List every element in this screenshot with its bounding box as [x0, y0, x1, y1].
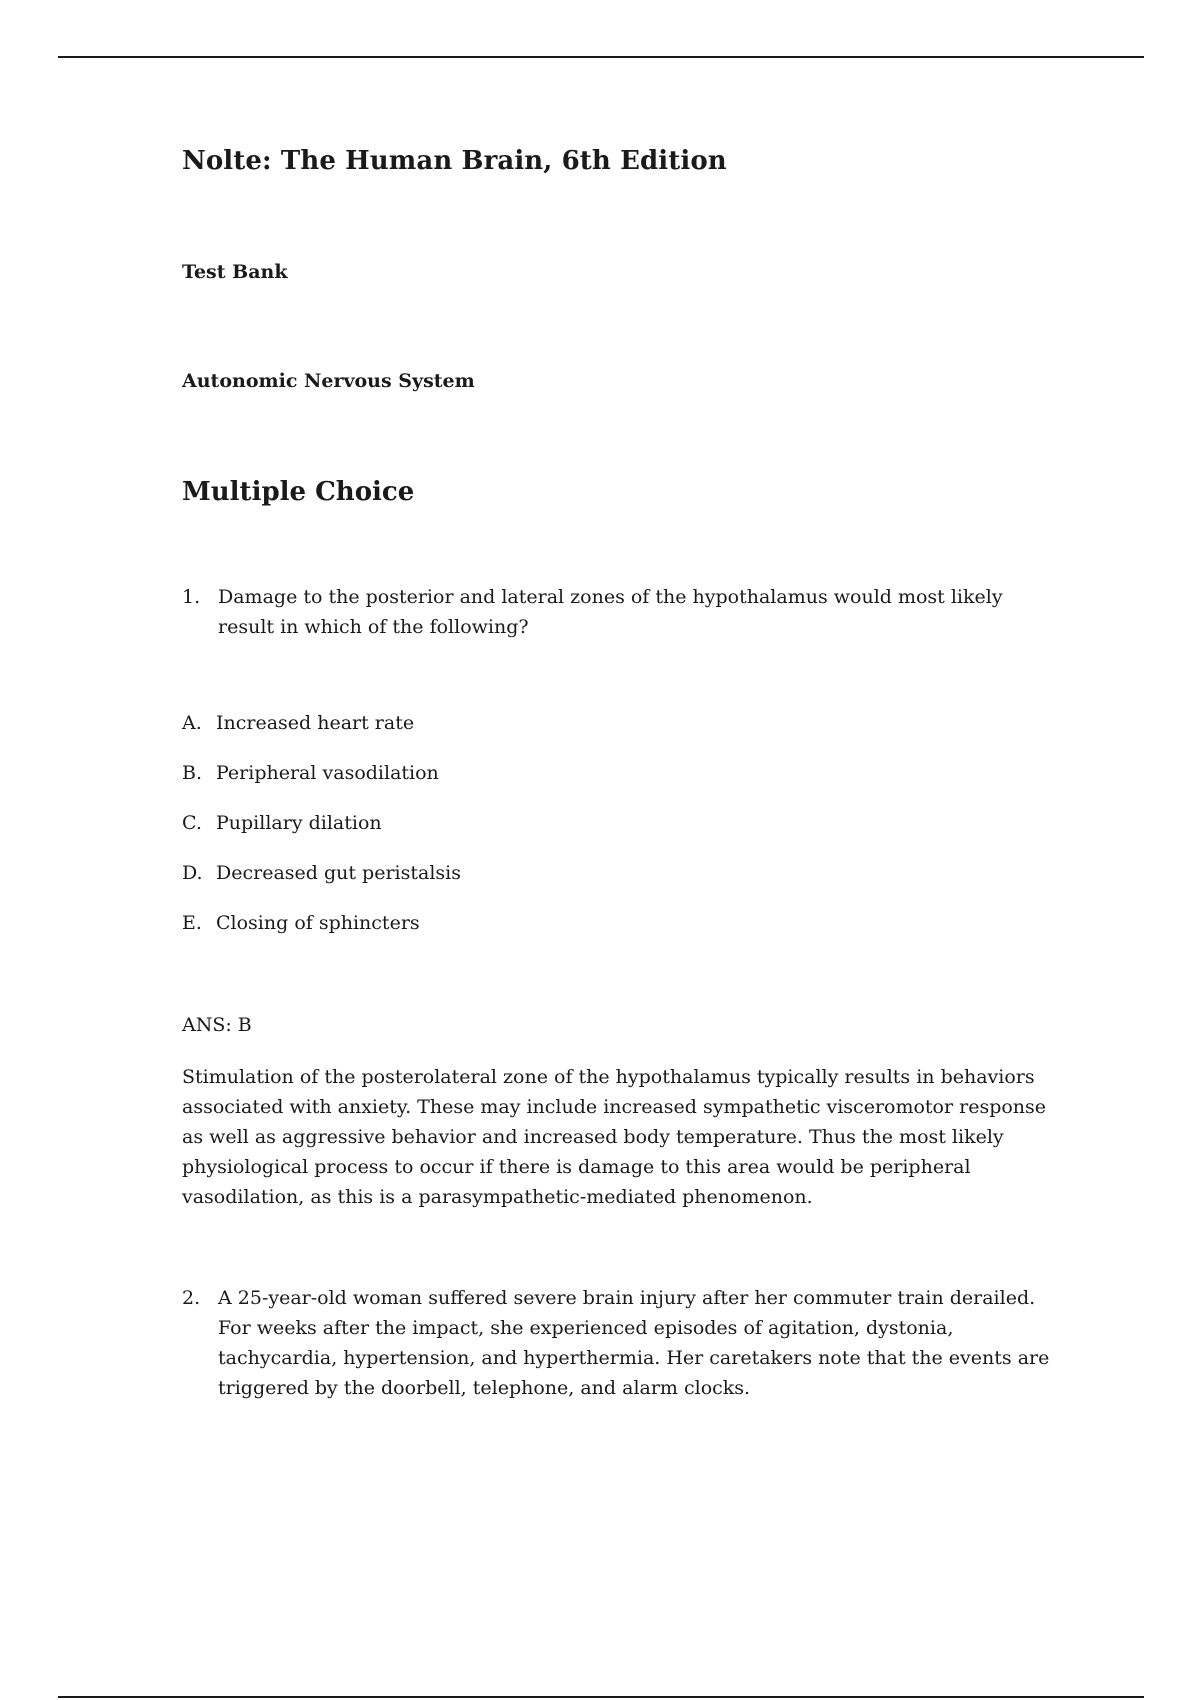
choice-letter: A.	[182, 712, 202, 734]
choice-b	[182, 762, 461, 812]
choice-text: Increased heart rate	[216, 712, 415, 734]
question-2	[182, 1283, 1062, 1403]
choice-a	[182, 712, 461, 762]
answer-key: ANS: B	[182, 1014, 252, 1036]
chapter-title: Autonomic Nervous System	[182, 370, 475, 392]
bottom-rule	[58, 1696, 1144, 1698]
choice-e	[182, 912, 461, 962]
choice-c	[182, 812, 461, 862]
choice-text: Decreased gut peristalsis	[216, 862, 461, 884]
top-rule	[58, 56, 1144, 58]
answer-choices	[182, 712, 461, 962]
choice-letter: B.	[182, 762, 203, 784]
choice-d	[182, 862, 461, 912]
choice-letter: E.	[182, 912, 202, 934]
question-number: 1.	[182, 586, 201, 608]
answer-rationale: Stimulation of the posterolateral zone of the hypothalamus typically results in behaviors associated with anxiety. These may include increased sympathetic visceromotor response as well as aggressive behavior and increased body temperature. Thus the most likely physiological process to occur if there is damage to this area would be peripheral vasodilation, as this is a parasympathetic-mediated phenomenon.	[182, 1066, 1047, 1208]
question-1	[182, 582, 1062, 642]
choice-text: Peripheral vasodilation	[216, 762, 439, 784]
question-text: Damage to the posterior and lateral zones of the hypothalamus would most likely result in which of the following?	[218, 586, 1003, 638]
choice-text: Pupillary dilation	[216, 812, 382, 834]
document-title: Nolte: The Human Brain, 6th Edition	[182, 146, 727, 176]
choice-letter: C.	[182, 812, 202, 834]
question-number: 2.	[182, 1287, 201, 1309]
question-text: A 25-year-old woman suffered severe brain injury after her commuter train derailed. For weeks after the impact, she experienced episodes of agitation, dystonia, tachycardia, hypertension, and hyperthermia. Her caretakers note that the events are triggered by the doorbell, telephone, and alarm clocks.	[218, 1287, 1050, 1399]
choice-letter: D.	[182, 862, 203, 884]
choice-text: Closing of sphincters	[216, 912, 420, 934]
document-subtitle: Test Bank	[182, 261, 288, 283]
section-heading: Multiple Choice	[182, 477, 415, 507]
